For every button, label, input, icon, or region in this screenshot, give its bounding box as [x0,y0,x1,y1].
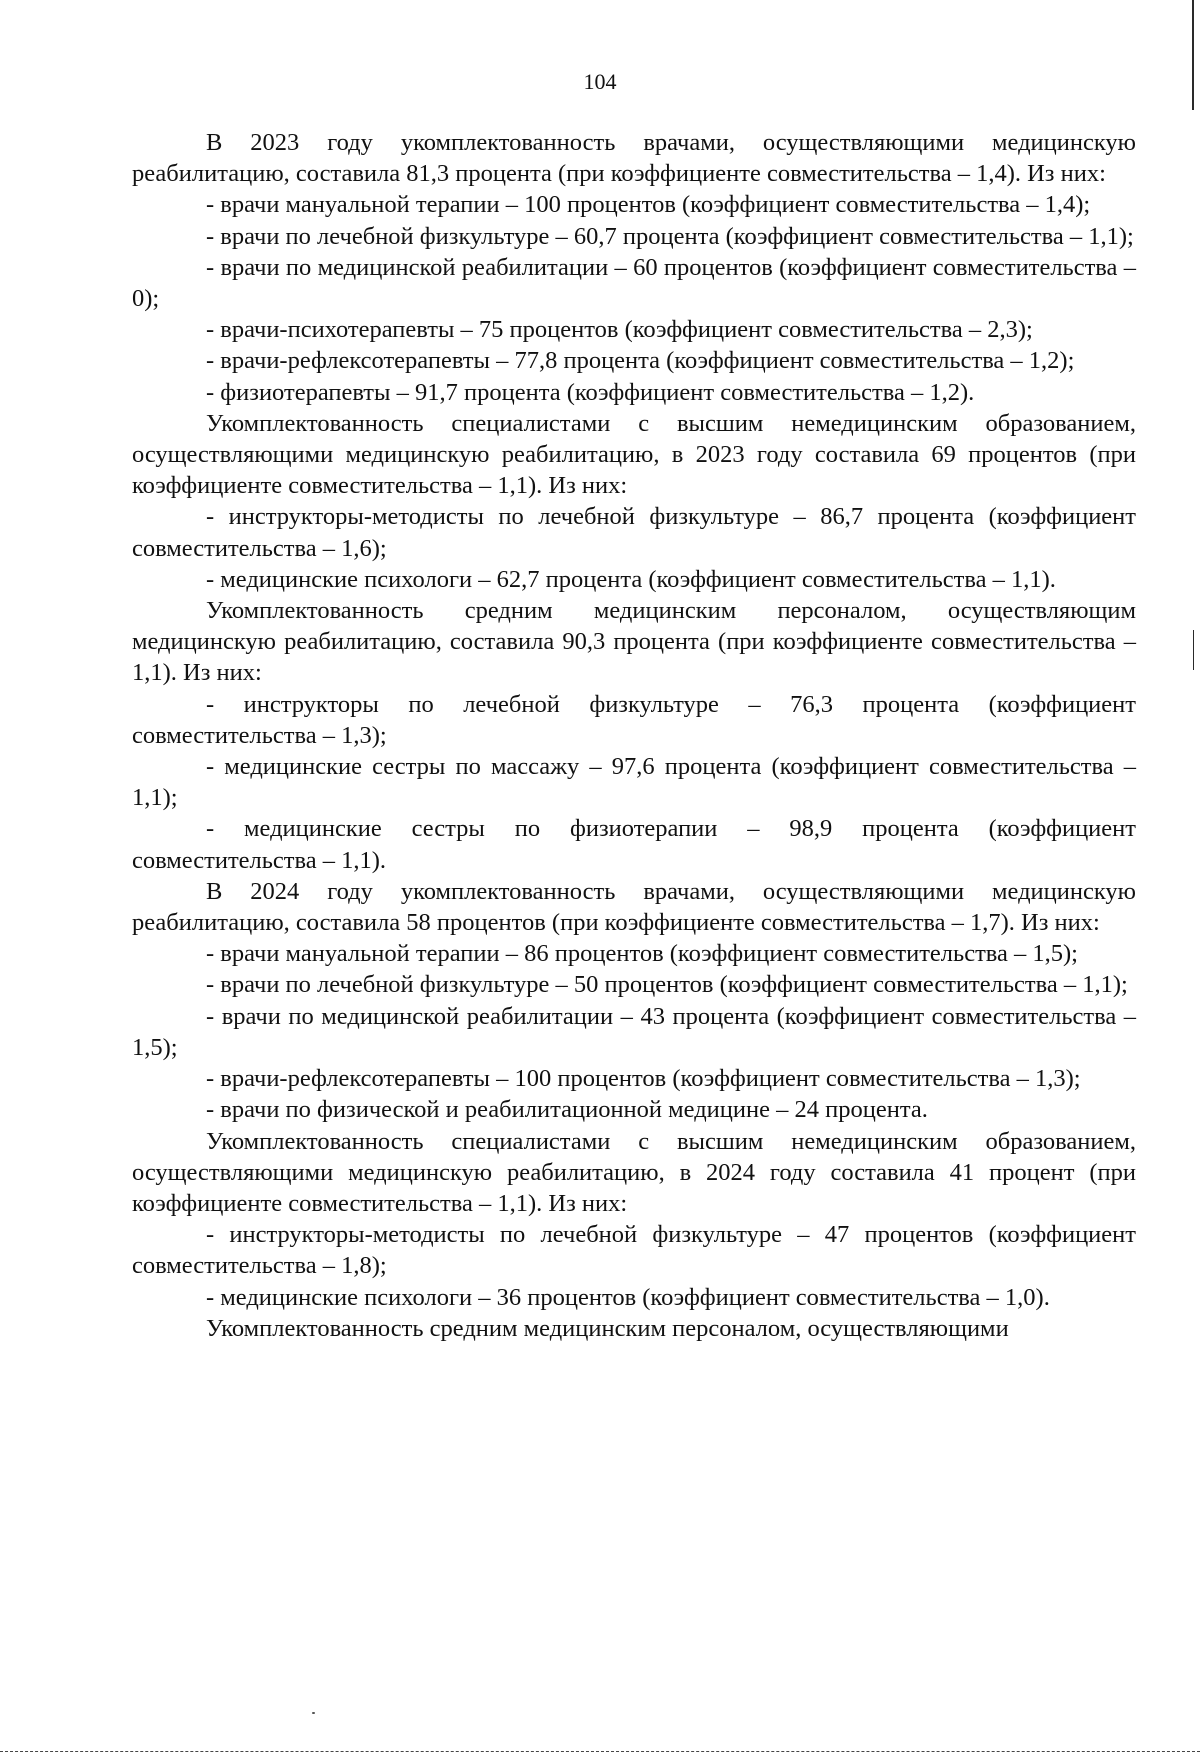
paragraph-2023-doctors: В 2023 году укомплектованность врачами, осуществляющими медицинскую реабилитацию, составила 81,3 процента (при коэффициенте совместительства – 1,4). Из них: [132,129,1136,188]
paragraph-2024-nursing: Укомплектованность средним медицинским персоналом, осуществляющими [206,1314,1009,1342]
list-item: - медицинские сестры по физиотерапии – 98,9 процента (коэффициент совместительства – 1,1). [132,815,1136,874]
list-item: - инструкторы-методисты по лечебной физкультуре – 86,7 процента (коэффициент совместительства – 1,6); [132,503,1136,562]
list-item: - врачи-рефлексотерапевты – 77,8 процента (коэффициент совместительства – 1,2); [206,347,1075,375]
list-item: - врачи по лечебной физкультуре – 60,7 процента (коэффициент совместительства – 1,1); [206,222,1134,250]
list-item: - врачи мануальной терапии – 86 процентов (коэффициент совместительства – 1,5); [206,940,1078,968]
paragraph-2023-nonmedical: Укомплектованность специалистами с высшим немедицинским образованием, осуществляющими медицинскую реабилитацию, в 2023 году составила 69 процентов (при коэффициенте совместительства – 1,1). Из них: [132,409,1136,500]
list-item: - физиотерапевты – 91,7 процента (коэффициент совместительства – 1,2). [206,378,975,406]
paragraph-2024-doctors: В 2024 году укомплектованность врачами, осуществляющими медицинскую реабилитацию, составила 58 процентов (при коэффициенте совместительства – 1,7). Из них: [132,877,1136,937]
paragraph-2023-nursing: Укомплектованность средним медицинским персоналом, осуществляющим медицинскую реабилитацию, составила 90,3 процента (при коэффициенте совместительства – 1,1). Из них: [132,597,1136,687]
scan-edge-mark [1193,630,1194,670]
scan-edge-line [1192,0,1194,110]
list-item: - врачи по физической и реабилитационной медицине – 24 процента. [206,1096,928,1124]
list-item: - инструкторы по лечебной физкультуре – 76,3 процента (коэффициент совместительства – 1,3); [132,690,1136,749]
list-item: - врачи-психотерапевты – 75 процентов (коэффициент совместительства – 2,3); [206,316,1033,344]
list-item: - медицинские психологи – 36 процентов (коэффициент совместительства – 1,0). [206,1283,1050,1311]
list-item: - врачи по медицинской реабилитации – 60 процентов (коэффициент совместительства – 0); [132,253,1136,313]
body-text [132,127,1136,1344]
list-item: - медицинские сестры по массажу – 97,6 процента (коэффициент совместительства – 1,1); [132,753,1136,812]
list-item: - медицинские психологи – 62,7 процента (коэффициент совместительства – 1,1). [206,565,1056,593]
list-item: - врачи по медицинской реабилитации – 43 процента (коэффициент совместительства – 1,5); [132,1002,1136,1061]
list-item: - инструкторы-методисты по лечебной физкультуре – 47 процентов (коэффициент совместительства – 1,8); [132,1221,1136,1280]
page-number: 104 [583,69,617,94]
scan-speck [312,1712,315,1714]
list-item: - врачи мануальной терапии – 100 процентов (коэффициент совместительства – 1,4); [206,191,1091,219]
list-item: - врачи по лечебной физкультуре – 50 процентов (коэффициент совместительства – 1,1); [206,971,1128,999]
paragraph-2024-nonmedical: Укомплектованность специалистами с высшим немедицинским образованием, осуществляющими медицинскую реабилитацию, в 2024 году составила 41 процент (при коэффициенте совместительства – 1,1). Из них: [132,1127,1136,1217]
scan-bottom-edge [0,1751,1200,1760]
list-item: - врачи-рефлексотерапевты – 100 процентов (коэффициент совместительства – 1,3); [206,1065,1081,1093]
